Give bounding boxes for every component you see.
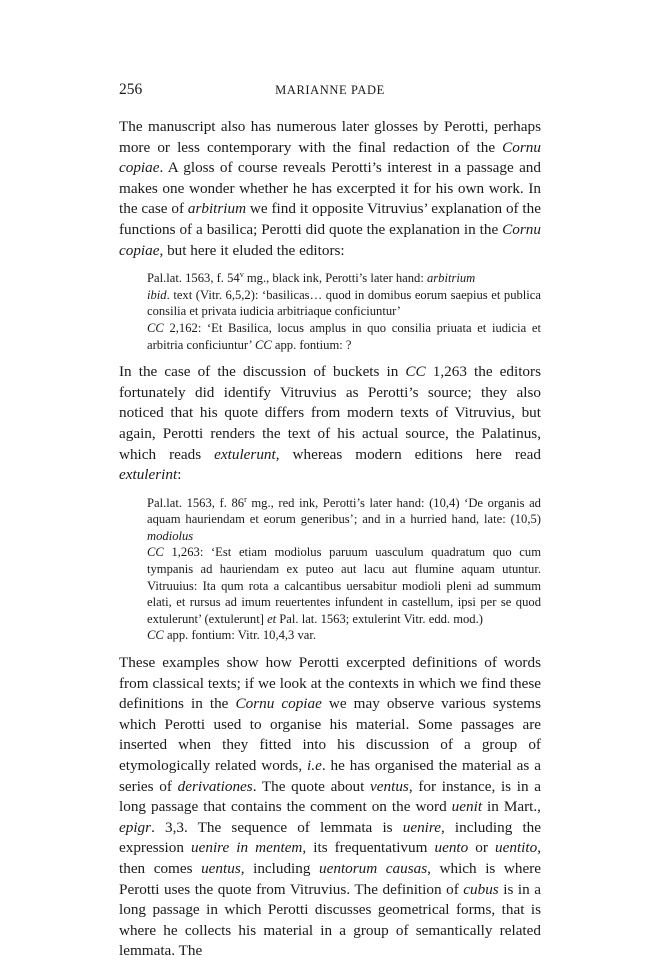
text-span: . he has organised the material as a series of [119, 757, 541, 795]
text-span: , whereas modern editions here read [275, 445, 541, 463]
italic-term: arbitrium [187, 200, 247, 218]
text-span: . text (Vitr. 6,5,2): ‘basilicas… quod in domibus eorum saepius et publica consilia et privata iudicia arbitriaque conficiuntur’ [147, 287, 541, 319]
text-span: , but here it eluded the editors: [159, 241, 345, 259]
italic-term: arbitrium [426, 271, 476, 286]
paragraph-3 [119, 653, 541, 962]
quote-line [147, 270, 541, 287]
text-span: , including [240, 859, 320, 877]
italic-abbrev: CC [147, 320, 164, 335]
italic-term: uenit [451, 798, 483, 816]
text-span: , for instance, is in a long passage that contains the comment on the word [119, 777, 542, 816]
page-body [119, 117, 541, 962]
quote-line [147, 495, 541, 545]
text-span: in Mart., [482, 798, 541, 816]
block-quote-1 [147, 270, 541, 353]
italic-term: cubus [463, 880, 499, 898]
italic-term: i.e [307, 757, 322, 774]
text-span: we may observe various systems which Perotti used to organise his material. Some passages are inserted when they fitted into his discussion of a group of etymologically related words, [119, 695, 541, 774]
page-number: 256 [119, 81, 143, 98]
text-span: 1,263 the editors fortunately did identify Vitruvius as Perotti’s source; they also noticed that his quote differs from modern texts of Vitruvius, but again, Perotti renders the text of his actual source, the Palatinus, which reads [119, 363, 541, 463]
paragraph-2 [119, 362, 541, 486]
text-span: mg., red ink, Perotti’s later hand: (10,4) ‘De organis ad aquam hauriendam et eorum generibus’; and in a hurried hand, late: (10,5) [147, 495, 541, 527]
text-span: . The quote about [252, 777, 371, 795]
paragraph-1 [119, 117, 541, 261]
text-span: Pal.lat. 1563, f. 54 [147, 271, 240, 286]
italic-title: Cornu copiae [119, 220, 541, 259]
block-quote-2 [147, 495, 541, 644]
italic-term: uentorum causas [319, 859, 428, 877]
text-span: : [177, 466, 182, 484]
superscript: v [239, 270, 244, 280]
italic-term: derivationes [177, 777, 253, 795]
page-header [119, 81, 541, 101]
italic-term: extulerunt [214, 445, 276, 463]
italic-term: et [267, 611, 277, 626]
text-span: app. fontium: ? [271, 337, 352, 352]
quote-line [147, 544, 541, 627]
text-span: These examples show how Perotti excerpted definitions of words from classical texts; if we look at the contexts in which we find these definitions in the [119, 654, 541, 713]
running-head: MARIANNE PADE [275, 83, 385, 97]
text-span: . A gloss of course reveals Perotti’s interest in a passage and makes one wonder whether he has excerpted it for his own work. In the case of [119, 159, 541, 218]
italic-abbrev: CC [147, 545, 164, 560]
text-span: The manuscript also has numerous later glosses by Perotti, perhaps more or less contemporary with the final redaction of the [119, 118, 541, 156]
text-span: Pal.lat. 1563, f. 86 [147, 495, 245, 510]
text-span: , then comes [119, 839, 541, 877]
italic-term: extulerint [119, 466, 178, 484]
text-span: In the case of the discussion of buckets in [119, 363, 406, 381]
italic-term: ibid [147, 287, 167, 302]
quote-line [147, 627, 541, 644]
italic-term: ventus [370, 777, 409, 795]
italic-term: uenire [402, 818, 441, 836]
text-span: Pal. lat. 1563; extulerint Vitr. edd. mod.) [276, 611, 483, 626]
italic-abbrev: CC [147, 628, 164, 643]
quote-line [147, 320, 541, 353]
italic-title: Cornu copiae [235, 695, 322, 713]
italic-term: uento [434, 839, 469, 857]
text-span: app. fontium: Vitr. 10,4,3 var. [163, 628, 317, 643]
italic-term: uenire in mentem [191, 839, 303, 857]
text-span: . 3,3. The sequence of lemmata is [151, 818, 403, 836]
text-span: , including the expression [119, 818, 541, 857]
text-span: 1,263: ‘Est etiam modiolus paruum uasculum quadratum quo cum tympanis ad hauriendam ex puteo aut lacu aut flumine aquam utuntur. Vitruuius: Ita qum rota a calcantibus uersabitur modioli pleni ad summum elati, et rursus ad imum reuertentes infundent in castellum, ipsi per se quod extulerunt’ (extulerunt] [147, 545, 541, 626]
text-span: is in a long passage in which Perotti discusses geometrical forms, that is where he collects his material in a group of semantically related lemmata. The [119, 880, 541, 960]
italic-term: modiolus [147, 528, 194, 543]
text-span: , which is where Perotti uses the quote from Vitruvius. The definition of [119, 859, 541, 898]
italic-title: Cornu copiae [119, 138, 541, 177]
quote-line [147, 287, 541, 320]
italic-abbrev: CC [405, 363, 426, 381]
italic-term: uentito [495, 839, 538, 857]
text-span: , its frequentativum [302, 839, 435, 857]
text-span: or [468, 839, 496, 857]
text-span: mg., black ink, Perotti’s later hand: [243, 271, 427, 286]
italic-term: epigr [119, 818, 152, 836]
italic-term: uentus [201, 859, 241, 877]
text-span: 2,162: ‘Et Basilica, locus amplus in quo consilia priuata et iudicia et arbitria conficiuntur’ [147, 320, 541, 352]
text-span: we find it opposite Vitruvius’ explanation of the functions of a basilica; Perotti did quote the explanation in the [119, 200, 541, 238]
superscript: r [244, 494, 247, 504]
italic-abbrev: CC [254, 337, 272, 352]
